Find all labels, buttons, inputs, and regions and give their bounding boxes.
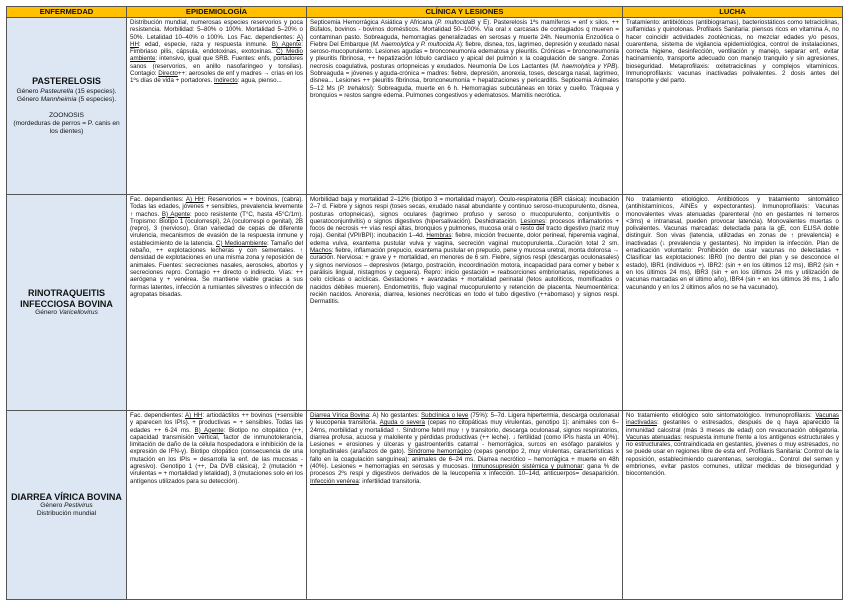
pasterelosis-clinical: Septicemia Hemorrágica Asiática y Africana (P. multocidaB y E). Pasterelosis 1ªs mamíferos = enf x silos. ++ Búfalos, bovinos - bovinos domésticos. Mortalidad 50–100%. Vía oral x carcasas de contagiados q mueren = contaminan pasto. Sobreaguda, hemorragias generalizadas en serosas y muerte 24h. Neumonía Enzoótica o Fiebre Del Embarque (M. haemolytica y P. multocida A): fiebre, disnea, tos, lagrimeo, depresión y exudado nasal seroso-mucopurulento. Lesiones agudas = bronconeumonía edematosa y pleuritis. Crónicas = bronconeumonía y pleuritis fibrinosa, ++ hepatización lóbulo cardíaco y apical del pulmón x la coagulación de sangre. Zonas necrosis coagulativa, posturas ortopneicas y exudados. Neumonía De Los Lactantes (M. haemolytica y YPB). Sobreaguda = jóvenes y aguda-crónica = madres: fiebre, depresión, anorexia, toses, descarga nasal, lagrimeo, disnea... Lesiones ++ pleuritis fibrinosa, bronconeumonía + hepatizaciones y pericarditis. Septicemia Animales 5–12 Ms (P. trehalosi): Sobreaguda, muerte en 6 h. Hemorragias subcutáneas en tórax y cuello. Tráquea y bronquios = restos sangre edema. Pulmones congestivos y edematosos. Mamitis necrótica. [307, 18, 623, 195]
row-ibr [7, 195, 843, 411]
header-row [7, 7, 843, 18]
header-control: LUCHA [623, 7, 843, 18]
disease-title: RINOTRAQUEITIS INFECCIOSA BOVINA [20, 288, 113, 309]
ibr-epidemiology: Fac. dependientes: A) HH: Reservorios = + bovinos, (cabra). Todas las edades, jóvenes + sensibles, prevalencia levemente ↑ machos. B) Agente: poco resistente (T°C, hasta 45°C/1m). Tropismo: Biotipo 1 (oculorrespi), 2A (oculorrespi o genital), 2B (repro), 3 (nervioso). Gran variedad de cepas de diferente virulencia, mecanismos de evasión de la respuesta inmune y establecimiento de la latencia. C) Medioambiente: Tamaño del rebaño, ++ explotaciones lecheras y con sementales. ↑ densidad de explotaciones en una misma zona y reposición de animales. Fuentes: secreciones nasales, aerosoles, abortos y secreciones repro. Contagio ++ directo o indirecto. Vías: ++ aerógena y + venérea. Se mantiene viable gracias a sus formas latentes, infección a rumiantes silvestres o infección de agropatas bisadas. [127, 195, 307, 411]
disease-genus: Género Varicellovirus [35, 309, 98, 316]
dvb-name-cell [7, 411, 127, 600]
dvb-clinical: Diarrea Vírica Bovina: A) No gestantes: Subclínica o leve (75%): 5–7d. Ligera hipertermia, descarga oculonasal y leucopenia transitoria. Aguda o severa (cepas no citopáticas muy virulentas, genotipo 1): animales con 6–24ms, morbilidad y mortalidad ↑. Síndrome febril muy ↑ y transitorio, descarga oculonasal, signos respiratorios, diarrea profusa, acuosa y maloliente y pérdidas productivas (++ leche). ↓ fertilidad (como IPIs hasta un 40%). Lesiones = erosiones y úlceras y gastroenteritis catarral - hemorrágica, surcos en esófago paralelos y longitudinales (arañazos de gato). Síndrome hemorrágico (cepas genotipo 2, muy virulentas, características x fallo en la coagulación sanguínea): animales de 6–24 ms. Diarrea necrótico – hemorrágica + muerte en 48h (40%). Lesiones = hemorragias en serosas y mucosas. Inmunosupresión sistémica y pulmonar: gana % de procesos 2ºs respi y digestivos derivados de la leucopenia x infección. 10–14d, anticuerpos= desaparición. Infección venérea: infertilidad transitoria. [307, 411, 623, 600]
row-dvb [7, 411, 843, 600]
ibr-name-cell [7, 195, 127, 411]
disease-distribution: Distribución mundial [36, 510, 97, 518]
disease-table [6, 6, 843, 600]
pasterelosis-epidemiology: Distribución mundial, numerosas especies reservorios y poca resistencia. Morbilidad: 5–80% o 100%. Mortalidad 5–20% o 50%. Letalidad 10–40% o 100%. Los Fac. dependientes: A) HH: edad, especie, raza y respuesta inmune. B) Agente: Fimbriaso pilis, cápsula, endotoxinas, exotoxinas. C) Medio ambiente: intensivo, igual que SRB. Fuentes: enfs, portadores sanos (reservorios, en anillo nasofaríngeo y tonsilas). Contagio: Directo++: aerosoles de enf y madres → crías en los 1ºs días de vida + portadores. Indirecto: agua, pienso... [127, 18, 307, 195]
row-pasterelosis [7, 18, 843, 195]
pasterelosis-control: Tratamiento: antibióticos (antibiogramas), bacteriostáticos como tetraciclinas, sulfamidas y quinolonas. Profilaxis Sanitaria: piensos ricos en vitamina A, no hacer coincidir actividades zootécnicas, no mezclar edades y/o pesos, cuarentena, sistema de vigilancia epidemiológica, control de instalaciones, correcta higiene, desinfección, ventilación y manejo, separar enf, evitar hacinamiento, transporte adecuado con manejo tranquilo y sin agresiones, bioseguridad. Metaprofilaxis: oxitetraciclinas y complejos vitamínicos. Inmunoprofilaxis: vacunas inactivadas polivalentes. 2 dosis antes del transporte y del parto. [623, 18, 843, 195]
header-epidemiology: EPIDEMIOLOGÍA [127, 7, 307, 18]
header-clinical: CLÍNICA Y LESIONES [307, 7, 623, 18]
disease-title: PASTERELOSIS [32, 75, 101, 86]
ibr-control: No tratamiento etiológico. Antibióticos y tratamiento sintomático (antihistamínicos, AINEs y expectorantes). Inmunoprofilaxis: Vacunas monovalentes vivas atenuadas (parenteral (no en gestantes ni terneros <3ms) e intranasal, pueden provocar latencia). Monovalentes muertas o polivalentes. Vacunas marcadas: detectada para la gE, con ELISA doble distinguir. Son vivas (latencia, utilizadas en zonas de ↑ prevalencia) e inactivadas (↓ prevalencia y gestantes). No impiden la infección. Plan de erradicación voluntario: Prohibición de usar vacunas no delectadas + Clasificar las explotaciones: IBR0 (no dentro del plan y se desconoce el estado), IBR1 (individuos +). IBR2: (sin + en los últimos 12 ms), IBR2 (sin + en los últimos 24 ms), IBR3 (sin + en los últimos 24 ms y utilización de vacunas marcadas en el último año), IBR4 (sin + en los últimos 36 ms, 1 año vacunando y en los 2 últimos años no se ha vacunado). [623, 195, 843, 411]
ibr-clinical: Morbilidad baja y mortalidad 2–12% (biotipo 3 = mortalidad mayor). Oculo-respiratoria (IBR clásica): incubación 2–7 d. Fiebre y signos respi (toses secas, exudado nasal abundante y continuo seroso-mucopurulento, disnea, posturas ortopneicas), signos oculares (lagrimeo profuso y seroso o mucopurulento, conjuntivitis o queratoconjuntivitis) o signos digestivos (hipersalivación). Deshidratación. Lesiones: procesos inflamatorios + focos de necrosis ++ vías respi altas, bronquios y pulmones, mucosa oral o resto del tracto digestivo (nariz muy roja). Genital (VPI/BPI): incubación 1–4d. Hembras: fiebre, micción frecuente, dolor perineal, hiperemia vaginal, edema vulva, exantema pustular vulva y vagina, secreción vaginal mucopurulenta...Curación total 2 sm. Machos: fiebre, inflamación prepucio, exantema pustular en prepucio, pene y mucosa uretral, monta dolorosa → curación. Nerviosa: + grave y + mortalidad, en menores de 6 sm. Fiebre, signos respi (descargas oculonasales) y signos nerviosos – depresivos (letargo, postración, incoordinación motora, incapacidad para comer y beber x parálisis lingual, nistagmos y ceguera). Repro: inicio gestación = reabsorciones embrionarias, repeticiones a celo cíclicas o acíclicas. Gestaciones + avanzadas + mortalidad perinatal (fetos autolíticos, momificados o nacidos débiles mueren). Endometritis, flujo vaginal mucopurulento y retención de placenta. Neumoentérica: recién nacidos. Anorexia, diarrea, lesiones necróticas en todo el tubo digestivo (++abomaso) y signos respi. Dermatitis. [307, 195, 623, 411]
zoonosis-text: (mordeduras de perros = P. canis en los dientes) [13, 120, 120, 136]
dvb-epidemiology: Fac. dependientes: A) HH: artiodáctilos ++ bovinos (+sensible y aparecen los IPIs). + productivas = + sensibles. Todas las edades ++ 6-24 ms. B) Agente: Biotipo no citopático (++, capacidad transmisión vertical, factor de inmunotolerancia, limitación de daño de la célula hospedadora e inhibición de la expresión de IFN-γ). Biotipo citopático (consecuencia de una mutación en los IPIs = desarrolla la enf. de las mucosas - agresivo). Genotipo 1 (++, Da DVB clásica), 2 (mutación + virulentas = + mortalidad y letalidad), 3 (mutaciones solo en los antígenos utilizados para su detección). [127, 411, 307, 600]
dvb-control: No tratamiento etiológico solo sintomatológico. Inmunoprofilaxis: Vacunas inactivadas: gestantes o estresados, después de q haya aparecido la inmunidad calostral (más 3 meses de edad) con revacunación obligatoria. Vacunas atenuadas: respuesta inmune frente a los antígenos estructurales y no estructurales, contraindicada en gestantes, jóvenes o muy estresados, no se puede usar en regiones libre de esta enf. Profilaxis Sanitaria: Control de la reposición, establecimiendo cuarentenas, serología... Control del semen y embriones, evitar pastos comunes, utilizar medidas de bioseguridad y biocontención. [623, 411, 843, 600]
disease-genus: Género Pestivirus [40, 502, 93, 510]
zoonosis-title: ZOONOSIS [49, 112, 84, 120]
header-disease: ENFERMEDAD [7, 7, 127, 18]
pasterelosis-name-cell [7, 18, 127, 195]
disease-genus: Género Pasteurella (15 especies). Género Mannheimia (5 especies). [16, 88, 117, 104]
disease-title: DIARREA VÍRICA BOVINA [11, 491, 122, 502]
